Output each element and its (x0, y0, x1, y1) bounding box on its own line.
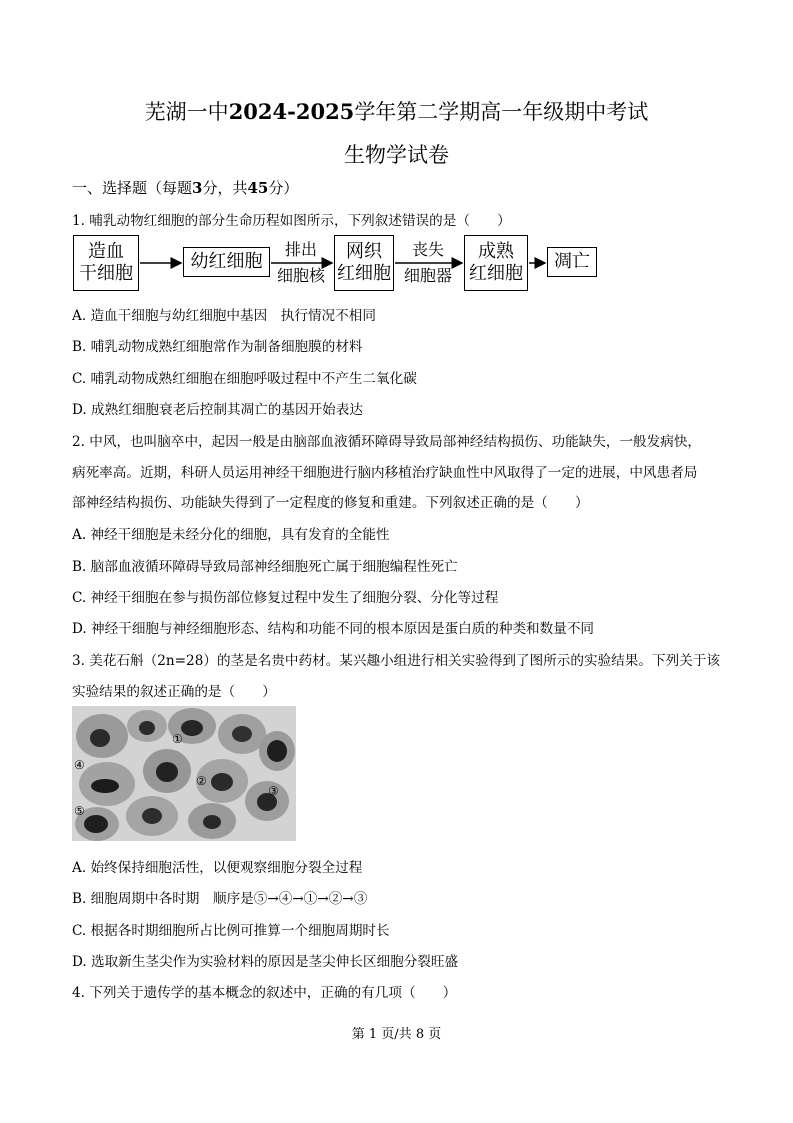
q3-option-a: A. 始终保持细胞活性，以便观察细胞分裂全过程 (72, 860, 363, 876)
micrograph-label-3: ③ (268, 784, 279, 798)
q2-stem-line1: 2. 中风，也叫脑卒中，起因一般是由脑部血液循环障碍导致局部神经结构损伤、功能缺失，一般发病快， (72, 434, 702, 450)
exam-title: 芜湖一中2024-2025学年第二学期高一年级期中考试 (144, 99, 649, 124)
q2-stem-line2: 病死率高。近期，科研人员运用神经干细胞进行脑内移植治疗缺血性中风取得了一定的进展，中风患者局 (72, 465, 698, 481)
box-mature-rbc: 成熟 红细胞 (464, 235, 528, 291)
q2-option-d: D. 神经干细胞与神经细胞形态、结构和功能不同的根本原因是蛋白质的种类和数量不同 (72, 621, 595, 637)
q2-option-b: B. 脑部血液循环障碍导致局部神经细胞死亡属于细胞编程性死亡 (72, 559, 458, 575)
q3-option-d: D. 选取新生茎尖作为实验材料的原因是茎尖伸长区细胞分裂旺盛 (72, 954, 459, 970)
q4-stem: 4. 下列关于遗传学的基本概念的叙述中，正确的有几项（ ） (72, 985, 457, 1001)
arrow-label-bottom: 细胞核 (276, 266, 325, 285)
micrograph-label-5: ⑤ (74, 804, 85, 818)
arrow-label-top: 排出 (284, 240, 317, 259)
box-erythroblast: 幼红细胞 (183, 247, 270, 277)
q2-option-a: A. 神经干细胞是未经分化的细胞，具有发育的全能性 (72, 527, 390, 543)
q1-option-c: C. 哺乳动物成熟红细胞在细胞呼吸过程中不产生二氧化碳 (72, 371, 417, 387)
box-hematopoietic-stem-cell: 造血 干细胞 (73, 235, 139, 291)
q1-option-d: D. 成熟红细胞衰老后控制其凋亡的基因开始表达 (72, 402, 363, 418)
q1-stem: 1. 哺乳动物红细胞的部分生命历程如图所示，下列叙述错误的是（ ） (72, 213, 511, 229)
q1-option-b: B. 哺乳动物成熟红细胞常作为制备细胞膜的材料 (72, 339, 363, 355)
section-heading: 一、选择题（每题3分，共45分） (72, 179, 299, 197)
box-apoptosis: 凋亡 (547, 247, 597, 277)
q3-stem-line2: 实验结果的叙述正确的是（ ） (72, 684, 276, 700)
q2-stem-line3: 部神经结构损伤、功能缺失得到了一定程度的修复和重建。下列叙述正确的是（ ） (72, 495, 589, 511)
micrograph-image (72, 706, 296, 841)
q1-option-a: A. 造血干细胞与幼红细胞中基因 执行情况不相同 (72, 308, 376, 324)
arrow-label-bottom: 细胞器 (403, 266, 452, 285)
q2-option-c: C. 神经干细胞在参与损伤部位修复过程中发生了细胞分裂、分化等过程 (72, 590, 499, 606)
arrow-label-top: 丧失 (411, 240, 444, 259)
box-reticulocyte: 网织 红细胞 (334, 235, 394, 291)
micrograph-label-2: ② (196, 774, 207, 788)
micrograph-label-4: ④ (74, 758, 85, 772)
micrograph-label-1: ① (172, 732, 183, 746)
q3-option-c: C. 根据各时期细胞所占比例可推算一个细胞周期时长 (72, 923, 390, 939)
exam-subtitle: 生物学试卷 (344, 143, 449, 167)
q3-stem-line1: 3. 美花石斛（2n=28）的茎是名贵中药材。某兴趣小组进行相关实验得到了图所示的实验结果。下列关于该 (72, 653, 720, 669)
diagram-arrows (0, 0, 793, 320)
q3-option-b: B. 细胞周期中各时期 顺序是⑤→④→①→②→③ (72, 891, 368, 907)
page-footer: 第 1 页/共 8 页 (351, 1027, 442, 1042)
